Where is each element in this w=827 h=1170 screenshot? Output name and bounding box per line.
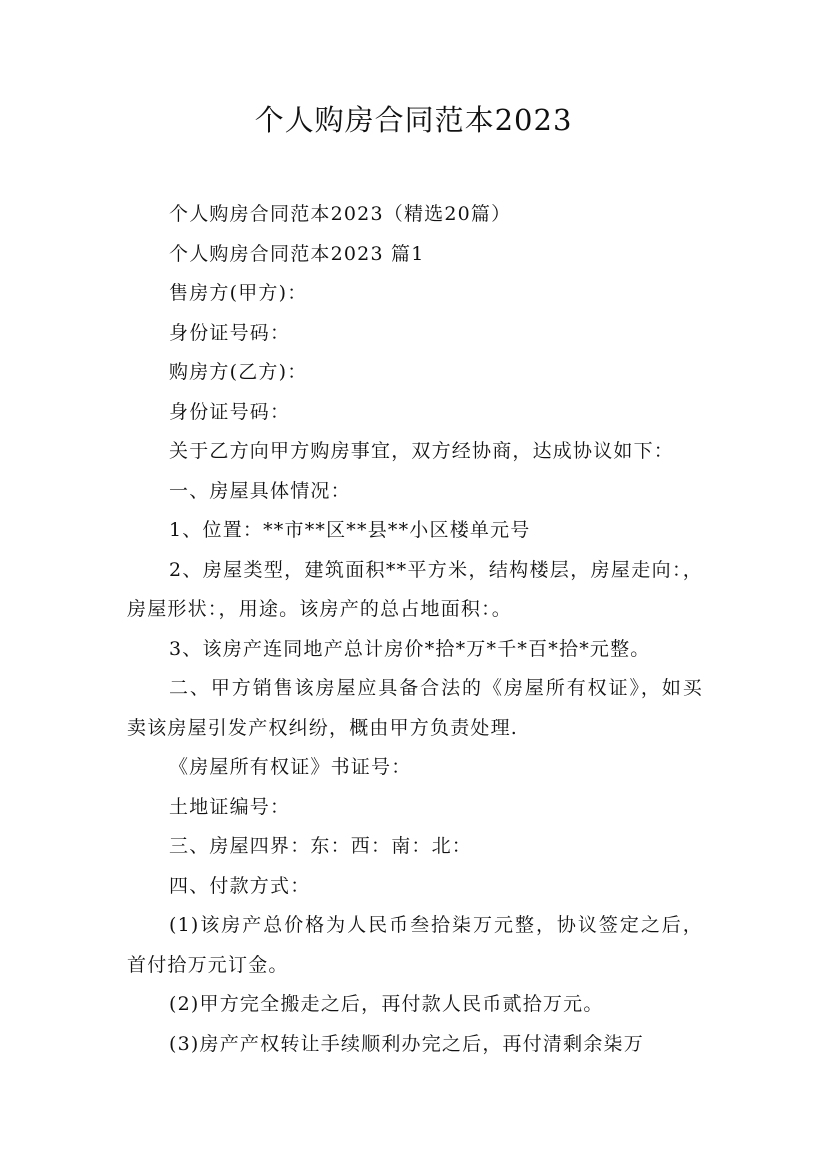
paragraph-location: 1、位置：**市**区**县**小区楼单元号 <box>169 519 531 541</box>
paragraph-subtitle: 个人购房合同范本2023（精选20篇） <box>169 203 512 225</box>
document-body <box>127 195 703 1064</box>
paragraph-buyer-id: 身份证号码： <box>169 400 291 423</box>
paragraph-house-type: 2、房屋类型，建筑面积**平方米，结构楼层，房屋走向：，房屋形状：，用途。该房产的总占地面积：。 <box>127 558 703 620</box>
paragraph-land-certificate: 土地证编号： <box>169 795 291 818</box>
paragraph-ownership-certificate: 二、甲方销售该房屋应具备合法的《房屋所有权证》，如买卖该房屋引发产权纠纷，概由甲方负责处理. <box>127 677 703 739</box>
paragraph-payment-2: (2)甲方完全搬走之后，再付款人民币贰拾万元。 <box>169 993 604 1015</box>
paragraph-seller: 售房方(甲方)： <box>169 282 308 304</box>
paragraph-payment-3: (3)房产产权转让手续顺利办完之后，再付清剩余柒万 <box>169 1032 644 1055</box>
paragraph-boundaries: 三、房屋四界：东：西：南：北： <box>169 835 473 857</box>
paragraph-certificate-number: 《房屋所有权证》书证号： <box>169 756 412 778</box>
document-title: 个人购房合同范本2023 <box>254 103 573 137</box>
paragraph-seller-id: 身份证号码： <box>169 321 291 344</box>
paragraph-agreement-intro: 关于乙方向甲方购房事宜，双方经协商，达成协议如下： <box>169 440 675 462</box>
paragraph-buyer: 购房方(乙方)： <box>169 361 308 383</box>
paragraph-payment-heading: 四、付款方式： <box>169 874 311 897</box>
paragraph-section-heading: 个人购房合同范本2023 篇1 <box>169 242 425 265</box>
paragraph-house-info-heading: 一、房屋具体情况： <box>169 479 351 502</box>
paragraph-payment-1: (1)该房产总价格为人民币叁拾柒万元整，协议签定之后，首付拾万元订金。 <box>127 914 703 976</box>
paragraph-total-price: 3、该房产连同地产总计房价*拾*万*千*百*拾*元整。 <box>169 637 651 660</box>
